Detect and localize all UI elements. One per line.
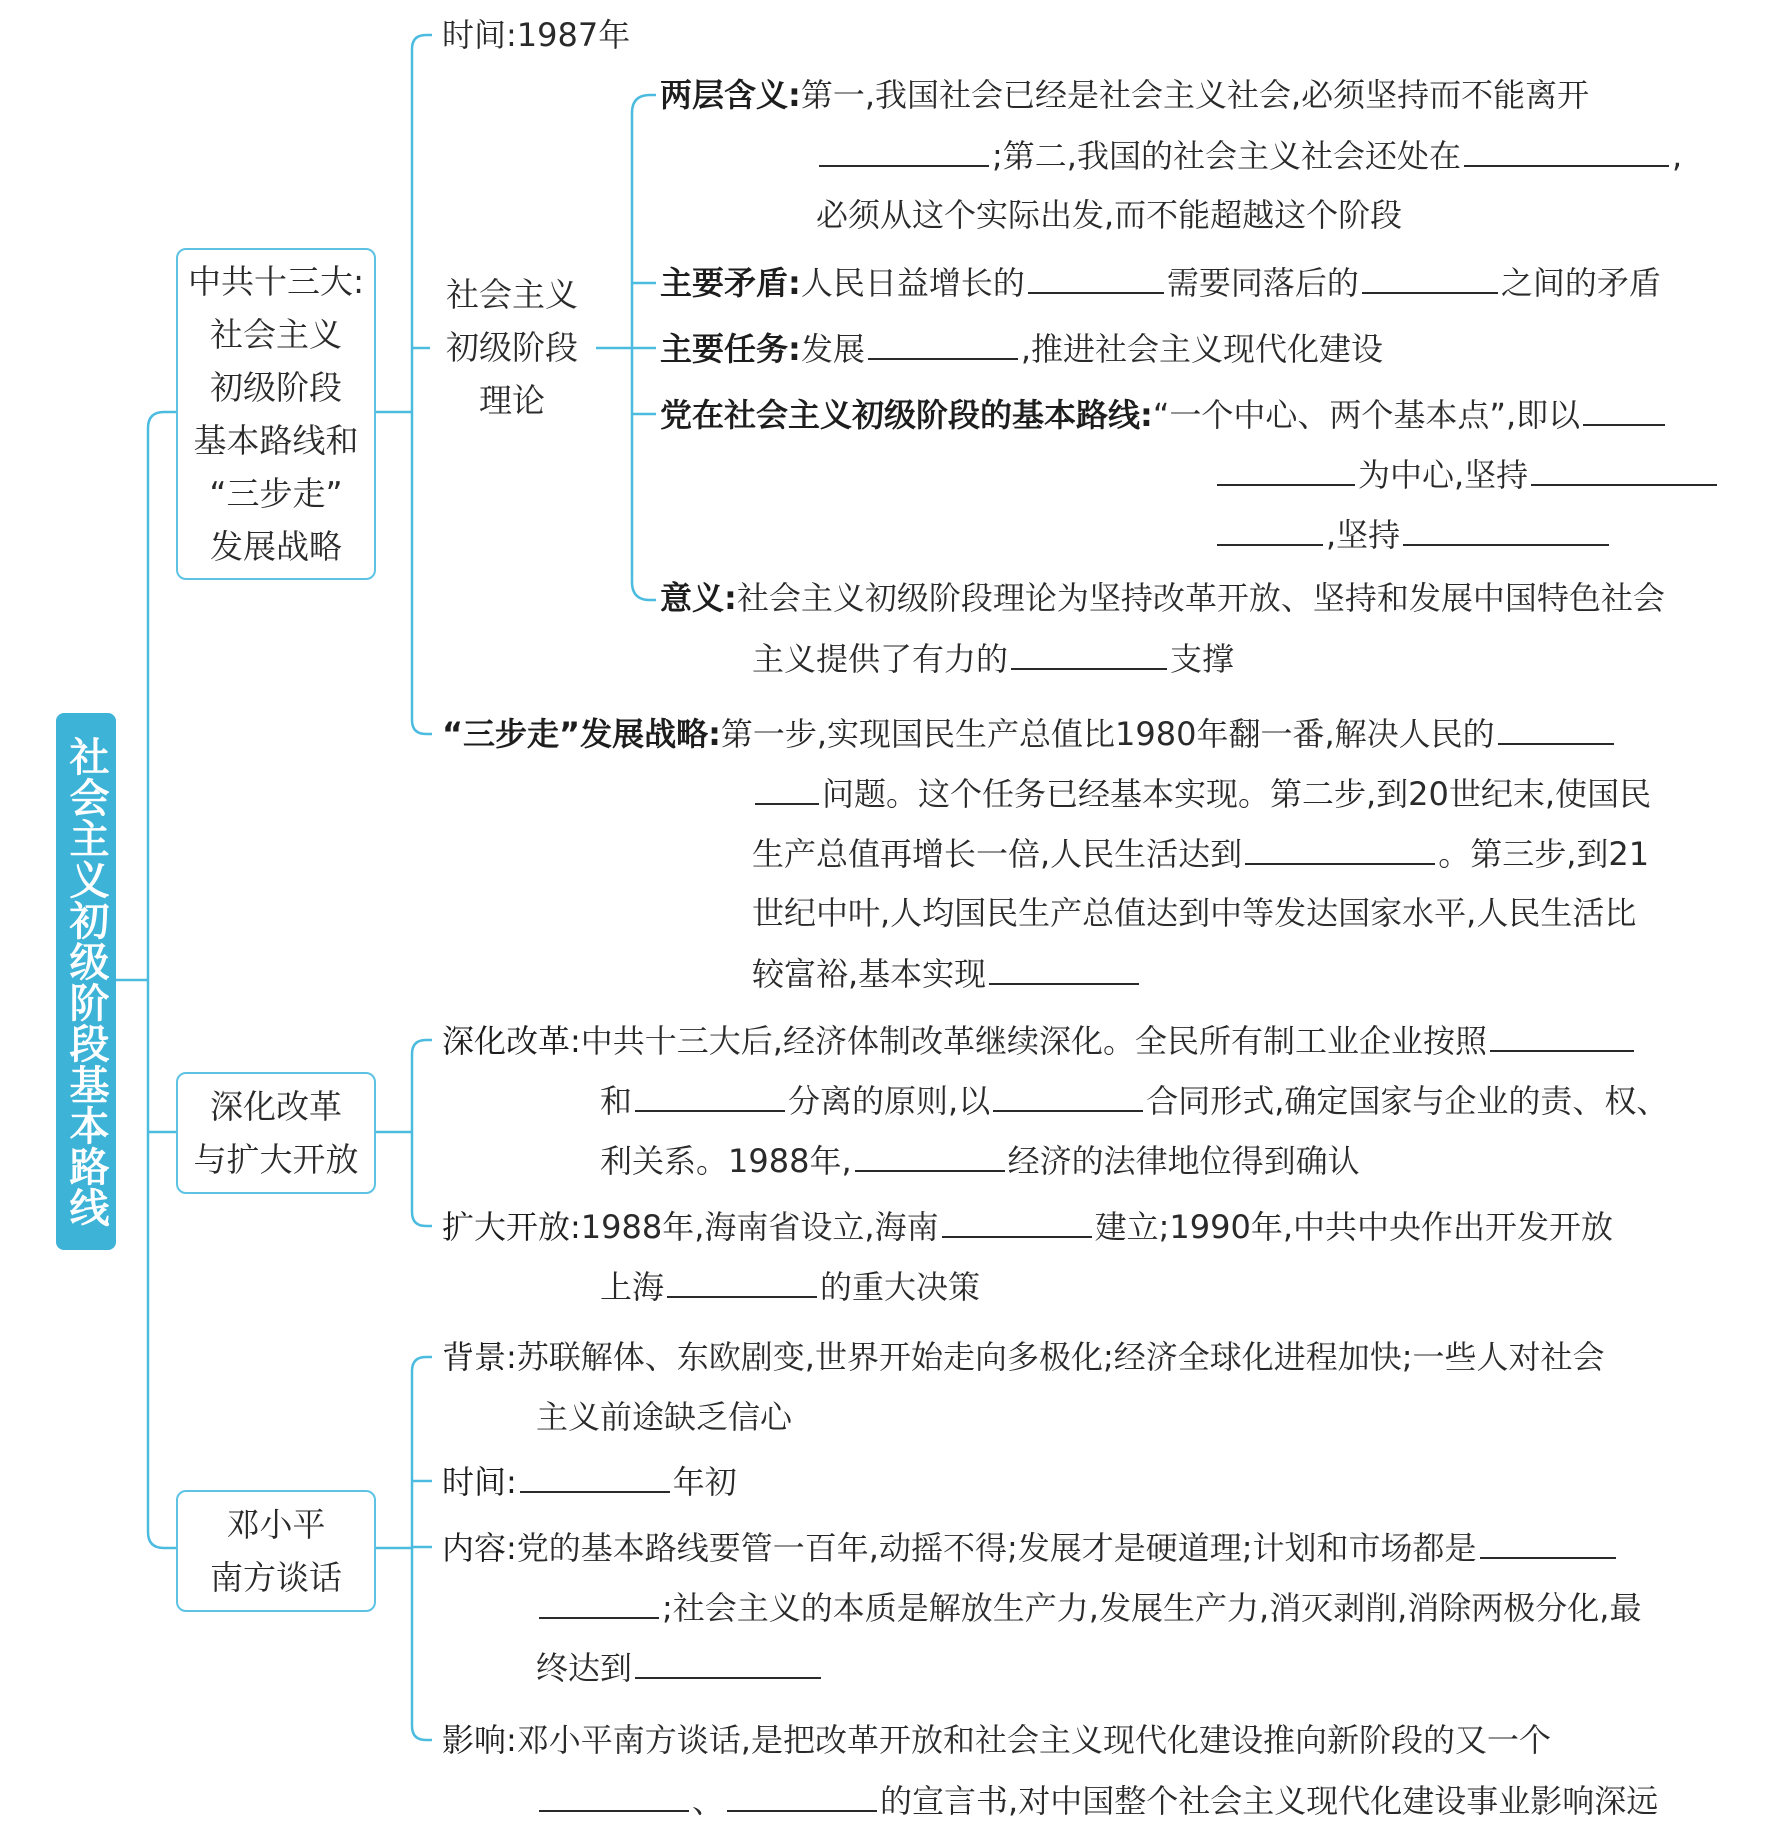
box-line: 与扩大开放: [193, 1140, 359, 1179]
opening-text-1a: 1988年,海南省设立,海南: [580, 1208, 939, 1246]
box-line: 深化改革: [210, 1087, 342, 1126]
theory-line: 理论: [479, 381, 545, 420]
contradiction-line: [660, 262, 1661, 303]
contradiction-b: 需要同落后的: [1166, 264, 1359, 302]
box-line: 初级阶段: [210, 368, 342, 407]
three-steps-label: “三步走”发展战略:: [442, 715, 721, 753]
task-a: 发展: [800, 330, 865, 368]
talk-content-text-1: 党的基本路线要管一百年,动摇不得;发展才是硬道理;计划和市场都是: [516, 1529, 1477, 1567]
three-steps-line-3: [752, 833, 1649, 874]
background-text-1: 苏联解体、东欧剧变,世界开始走向多极化;经济全球化进程加快;一些人对社会: [516, 1338, 1605, 1376]
opening-label: 扩大开放:: [442, 1208, 581, 1246]
impact-line-2: [536, 1780, 1658, 1821]
box-line: 南方谈话: [210, 1558, 342, 1597]
opening-text-2a: 上海: [600, 1268, 665, 1306]
significance-line-2: [752, 638, 1234, 679]
fill-blank: [1480, 1527, 1616, 1559]
significance-line-1: [660, 578, 1665, 618]
background-line-2: [536, 1397, 792, 1437]
fill-blank: [539, 1780, 689, 1812]
talk-content-line-1: [442, 1527, 1619, 1568]
fill-blank: [1217, 514, 1323, 546]
contradiction-a: 人民日益增长的: [800, 264, 1025, 302]
three-steps-text-2: 问题。这个任务已经基本实现。第二步,到20世纪末,使国民: [822, 775, 1652, 813]
reform-line-2: [600, 1080, 1668, 1121]
section-box-reform-opening: [176, 1072, 376, 1194]
three-steps-text-3a: 生产总值再增长一倍,人民生活达到: [752, 835, 1243, 873]
meanings-text-2a: ;第二,我国的社会主义社会还处在: [992, 137, 1461, 175]
root-topic: 社会主义初级阶段基本路线: [56, 713, 116, 1250]
fill-blank: [635, 1647, 821, 1679]
box-line: “三步走”: [209, 474, 343, 513]
reform-line-1: [442, 1020, 1637, 1061]
fill-blank: [1362, 262, 1498, 294]
fill-blank: [1498, 713, 1614, 745]
significance-label: 意义:: [660, 579, 737, 617]
talk-time-line: [442, 1461, 737, 1502]
three-steps-text-3b: 。第三步,到21: [1438, 835, 1650, 873]
opening-text-1b: 建立;1990年,中共中央作出开发开放: [1094, 1208, 1613, 1246]
background-label: 背景:: [442, 1338, 517, 1376]
fill-blank: [855, 1140, 1005, 1172]
significance-text-2b: 支撑: [1170, 640, 1235, 678]
meanings-line-2: [816, 135, 1682, 176]
meanings-text-3: 必须从这个实际出发,而不能超越这个阶段: [816, 196, 1403, 234]
background-line-1: [442, 1337, 1605, 1377]
talk-time-label: 时间:: [442, 1463, 517, 1501]
route-label: 党在社会主义初级阶段的基本路线:: [660, 396, 1153, 434]
task-line: [660, 328, 1383, 369]
route-c: ,坚持: [1326, 516, 1401, 554]
fill-blank: [1011, 638, 1167, 670]
reform-text-1: 中共十三大后,经济体制改革继续深化。全民所有制工业企业按照: [580, 1022, 1487, 1060]
meanings-text-1: 第一,我国社会已经是社会主义社会,必须坚持而不能离开: [800, 76, 1590, 114]
theory-line: 初级阶段: [446, 328, 578, 367]
fill-blank: [868, 328, 1018, 360]
meanings-text-2b: ,: [1671, 137, 1683, 175]
meanings-label: 两层含义:: [660, 76, 801, 114]
contradiction-label: 主要矛盾:: [660, 264, 801, 302]
box-line: 中共十三大:: [187, 262, 365, 301]
reform-text-2a: 和: [600, 1082, 633, 1120]
talk-content-label: 内容:: [442, 1529, 517, 1567]
box-line: 邓小平: [226, 1505, 326, 1544]
reform-text-2c: 合同形式,确定国家与企业的责、权、: [1146, 1082, 1669, 1120]
three-steps-line-1: [442, 713, 1617, 754]
fill-blank: [993, 1080, 1143, 1112]
task-b: ,推进社会主义现代化建设: [1020, 330, 1384, 368]
three-steps-line-2: [752, 773, 1651, 814]
reform-text-3b: 经济的法律地位得到确认: [1007, 1142, 1360, 1180]
three-steps-text-5: 较富裕,基本实现: [752, 955, 987, 993]
fill-blank: [1531, 454, 1717, 486]
three-steps-text-4: 世纪中叶,人均国民生产总值达到中等发达国家水平,人民生活比: [752, 894, 1637, 932]
impact-text-1: 邓小平南方谈话,是把改革开放和社会主义现代化建设推向新阶段的又一个: [516, 1721, 1551, 1759]
fill-blank: [1403, 514, 1609, 546]
box-line: 基本路线和: [193, 421, 359, 460]
section-box-southern-talks: [176, 1490, 376, 1612]
fill-blank: [520, 1461, 670, 1493]
opening-line-2: [600, 1266, 980, 1307]
talk-content-text-3: 终达到: [536, 1649, 633, 1687]
impact-label: 影响:: [442, 1721, 517, 1759]
box-line: 发展战略: [210, 527, 342, 566]
reform-line-3: [600, 1140, 1360, 1181]
fill-blank: [989, 953, 1139, 985]
background-text-2: 主义前途缺乏信心: [536, 1398, 793, 1436]
meanings-line-3: [816, 195, 1402, 235]
impact-line-1: [442, 1720, 1551, 1760]
fill-blank: [1217, 454, 1355, 486]
significance-text-2a: 主义提供了有力的: [752, 640, 1009, 678]
impact-sep: 、: [692, 1782, 725, 1820]
theory-line: 社会主义: [446, 275, 578, 314]
time-text: 时间:1987年: [442, 16, 631, 54]
reform-label: 深化改革:: [442, 1022, 581, 1060]
fill-blank: [667, 1266, 817, 1298]
fill-blank: [755, 773, 819, 805]
route-a: “一个中心、两个基本点”,即以: [1152, 396, 1581, 434]
three-steps-line-4: [752, 893, 1636, 933]
fill-blank: [1028, 262, 1164, 294]
opening-text-2b: 的重大决策: [820, 1268, 981, 1306]
talk-time-suffix: 年初: [672, 1463, 737, 1501]
fill-blank: [1245, 833, 1435, 865]
route-line-3: [1214, 514, 1612, 555]
section-box-13th-congress: [176, 248, 376, 580]
three-steps-text-1: 第一步,实现国民生产总值比1980年翻一番,解决人民的: [720, 715, 1495, 753]
route-line-2: [1214, 454, 1720, 495]
contradiction-c: 之间的矛盾: [1500, 264, 1661, 302]
route-b: 为中心,坚持: [1358, 456, 1529, 494]
fill-blank: [1583, 394, 1665, 426]
time-1987: [442, 15, 630, 55]
fill-blank: [539, 1587, 659, 1619]
opening-line-1: [442, 1206, 1613, 1247]
reform-text-3a: 利关系。1988年,: [600, 1142, 852, 1180]
route-line-1: [660, 394, 1668, 435]
fill-blank: [727, 1780, 877, 1812]
significance-text-1: 社会主义初级阶段理论为坚持改革开放、坚持和发展中国特色社会: [736, 579, 1665, 617]
talk-content-line-3: [536, 1647, 824, 1688]
talk-content-text-2: ;社会主义的本质是解放生产力,发展生产力,消灭剥削,消除两极分化,最: [662, 1589, 1642, 1627]
fill-blank: [819, 135, 989, 167]
box-line: 社会主义: [210, 315, 342, 354]
meanings-line-1: [660, 75, 1589, 115]
talk-content-line-2: [536, 1587, 1641, 1628]
fill-blank: [942, 1206, 1092, 1238]
reform-text-2b: 分离的原则,以: [788, 1082, 991, 1120]
task-label: 主要任务:: [660, 330, 801, 368]
theory-label: [432, 268, 592, 427]
fill-blank: [1464, 135, 1669, 167]
three-steps-line-5: [752, 953, 1142, 994]
fill-blank: [1490, 1020, 1634, 1052]
impact-text-2: 的宣言书,对中国整个社会主义现代化建设事业影响深远: [880, 1782, 1659, 1820]
fill-blank: [635, 1080, 785, 1112]
